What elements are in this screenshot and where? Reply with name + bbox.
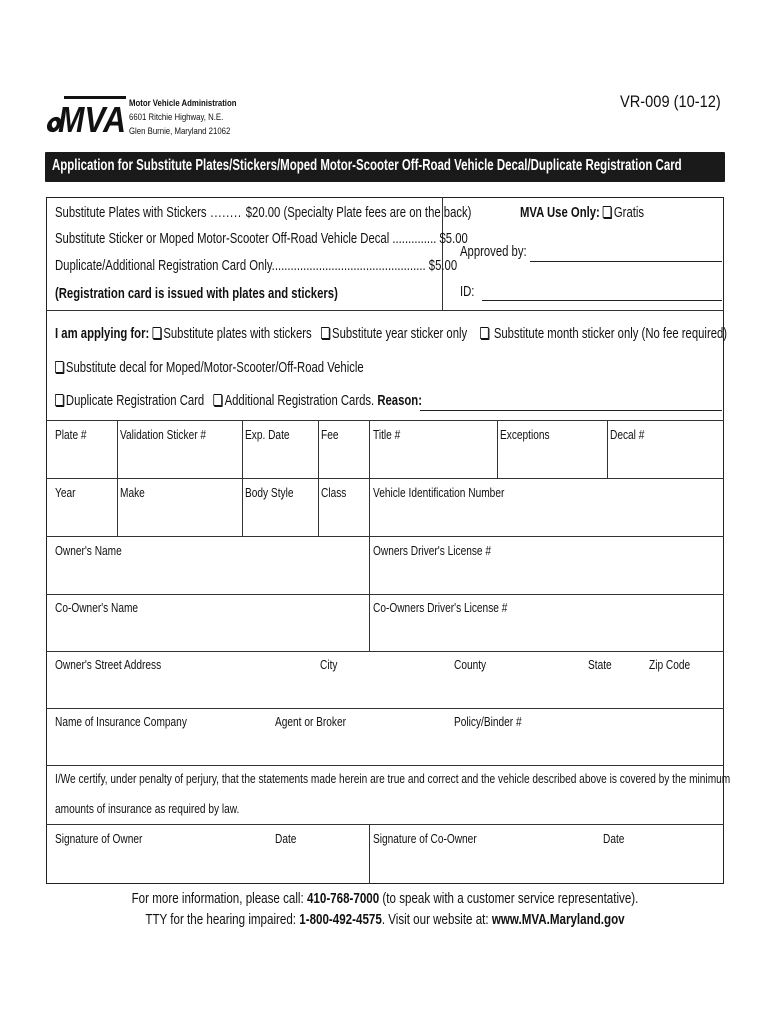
form-number: VR-009 (10-12) [620, 92, 721, 111]
agency-name: Motor Vehicle Administration [129, 98, 237, 109]
fee-line3-label: Duplicate/Additional Registration Card Only. [55, 258, 275, 274]
footer-line1-pre: For more information, please call: [131, 891, 307, 907]
owner-name-label: Owner's Name [55, 543, 122, 558]
street-address-label: Owner's Street Address [55, 657, 162, 672]
plates-checkbox[interactable] [152, 327, 161, 339]
coowner-name-label: Co-Owner's Name [55, 600, 139, 615]
applying-row1 [55, 326, 727, 342]
date-coowner-label: Date [603, 831, 625, 846]
approved-by-label: Approved by: [460, 244, 527, 260]
footer-contact [77, 891, 693, 907]
mva-logo [44, 92, 130, 140]
signature-owner-label: Signature of Owner [55, 831, 143, 846]
reason-field[interactable] [420, 410, 722, 411]
certification-line1: I/We certify, under penalty of perjury, that the statements made herein are true and correct and the vehicle described above is covered by the minimum [55, 771, 731, 786]
exceptions-label: Exceptions [500, 427, 550, 442]
fee-line1-amount: $20.00 (Specialty Plate fees are on the back) [245, 205, 472, 221]
coowner-dl-label: Co-Owners Driver's License # [373, 600, 508, 615]
opt-duplicate-label: Duplicate Registration Card [65, 393, 205, 409]
title-no-label: Title # [373, 427, 401, 442]
class-label: Class [321, 485, 347, 500]
county-label: County [454, 657, 487, 672]
opt-plates-label: Substitute plates with stickers [163, 326, 312, 342]
decal-label: Decal # [610, 427, 645, 442]
fee-line1: Substitute Plates with Stickers ........ $20.00 (Specialty Plate fees are on the back) [55, 205, 472, 221]
fee-line3-amount: $5.00 [428, 258, 458, 274]
id-label: ID: [460, 284, 475, 300]
fee-line2: Substitute Sticker or Moped Motor-Scooter Off-Road Vehicle Decal .............. $5.00 [55, 231, 468, 247]
year-label: Year [55, 485, 76, 500]
fee-line2-amount: $5.00 [439, 231, 468, 247]
form-title: Application for Substitute Plates/Stickers/Moped Motor-Scooter Off-Road Vehicle Decal/Duplicate Registration Card [52, 157, 682, 174]
signature-coowner-label: Signature of Co-Owner [373, 831, 477, 846]
additional-cards-checkbox[interactable] [214, 394, 223, 406]
zip-code-label: Zip Code [649, 657, 691, 672]
mva-use-label: MVA Use Only: [520, 205, 600, 221]
plate-label: Plate # [55, 427, 87, 442]
validation-sticker-label: Validation Sticker # [120, 427, 207, 442]
applying-row3 [55, 393, 422, 409]
agency-address-line1: 6601 Ritchie Highway, N.E. [129, 112, 224, 123]
agent-broker-label: Agent or Broker [275, 714, 347, 729]
agency-address-line2: Glen Burnie, Maryland 21062 [129, 126, 231, 137]
vin-label: Vehicle Identification Number [373, 485, 505, 500]
logo-text: MVA [58, 99, 126, 140]
approved-by-field[interactable] [530, 261, 722, 262]
exp-date-label: Exp. Date [245, 427, 290, 442]
opt-decal-label: Substitute decal for Moped/Motor-Scooter/Off-Road Vehicle [65, 360, 364, 376]
footer-line2-pre: TTY for the hearing impaired: [145, 912, 300, 928]
fee-line1-label: Substitute Plates with Stickers [55, 205, 207, 221]
opt-additional-label: Additional Registration Cards. [224, 393, 375, 409]
website-link[interactable]: www.MVA.Maryland.gov [491, 912, 625, 928]
opt-month-label: Substitute month sticker only (No fee required) [493, 326, 728, 342]
city-label: City [320, 657, 338, 672]
applying-row2 [55, 360, 364, 376]
year-sticker-checkbox[interactable] [321, 327, 330, 339]
footer-line1-post: (to speak with a customer service representative). [379, 891, 639, 907]
make-label: Make [120, 485, 145, 500]
decal-checkbox[interactable] [55, 361, 64, 373]
phone-number[interactable]: 410-768-7000 [306, 891, 380, 907]
footer-tty [77, 912, 693, 928]
owner-dl-label: Owners Driver's License # [373, 543, 492, 558]
fee-line2-label: Substitute Sticker or Moped Motor-Scooter Off-Road Vehicle Decal [55, 231, 390, 247]
gratis-checkbox[interactable] [603, 206, 612, 218]
state-label: State [588, 657, 612, 672]
duplicate-card-checkbox[interactable] [55, 394, 64, 406]
policy-binder-label: Policy/Binder # [454, 714, 522, 729]
fee-note: (Registration card is issued with plates and stickers) [55, 286, 338, 302]
fee-line3: Duplicate/Additional Registration Card Only................................................. $5.00 [55, 258, 458, 274]
tty-number[interactable]: 1-800-492-4575 [299, 912, 382, 928]
id-field[interactable] [482, 300, 722, 301]
fee-label: Fee [321, 427, 339, 442]
month-sticker-checkbox[interactable] [480, 327, 489, 339]
opt-year-label: Substitute year sticker only [332, 326, 468, 342]
certification-line2: amounts of insurance as required by law. [55, 801, 240, 816]
gratis-label: Gratis [613, 205, 645, 221]
footer-line2-mid: . Visit our website at: [381, 912, 492, 928]
body-style-label: Body Style [245, 485, 294, 500]
date-owner-label: Date [275, 831, 297, 846]
applying-label: I am applying for: [55, 326, 150, 342]
reason-label: Reason: [377, 393, 422, 409]
insurance-company-label: Name of Insurance Company [55, 714, 187, 729]
mva-use-only [520, 205, 644, 221]
